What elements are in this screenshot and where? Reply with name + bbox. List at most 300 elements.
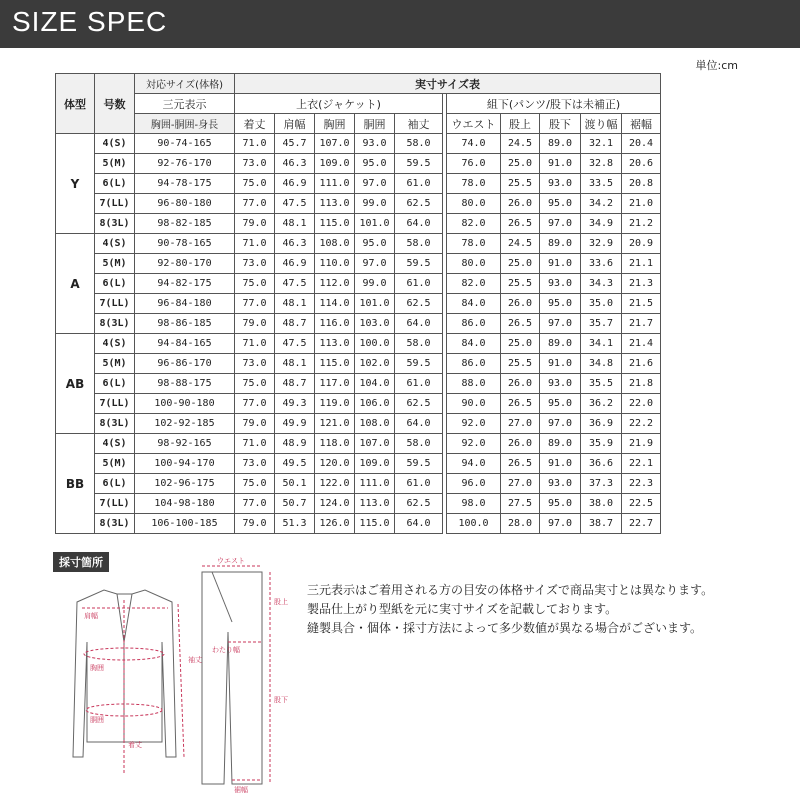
fit-cell: 90-78-165: [135, 234, 235, 254]
size-cell: 5(M): [95, 454, 135, 474]
pants-value-cell: 22.0: [622, 394, 661, 414]
fit-cell: 102-96-175: [135, 474, 235, 494]
pants-value-cell: 36.2: [581, 394, 622, 414]
body-type-cell: Y: [56, 134, 95, 234]
pants-value-cell: 37.3: [581, 474, 622, 494]
size-cell: 6(L): [95, 374, 135, 394]
table-row: [56, 514, 661, 534]
pants-value-cell: 92.0: [447, 414, 501, 434]
pants-col-header: 裾幅: [622, 114, 661, 134]
pants-value-cell: 86.0: [447, 314, 501, 334]
pants-value-cell: 22.7: [622, 514, 661, 534]
pants-rise-label: 股上: [274, 598, 288, 606]
fit-cell: 94-78-175: [135, 174, 235, 194]
jacket-value-cell: 124.0: [315, 494, 355, 514]
pants-value-cell: 93.0: [540, 274, 581, 294]
note-line-1: 三元表示はご着用される方の目安の体格サイズで商品実寸とは異なります。: [307, 583, 714, 597]
fit-cell: 104-98-180: [135, 494, 235, 514]
measure-section-label: 採寸箇所: [53, 552, 109, 572]
pants-col-header: 渡り幅: [581, 114, 622, 134]
jacket-value-cell: 108.0: [355, 414, 395, 434]
jacket-value-cell: 93.0: [355, 134, 395, 154]
pants-value-cell: 80.0: [447, 194, 501, 214]
pants-value-cell: 100.0: [447, 514, 501, 534]
jacket-value-cell: 58.0: [395, 134, 443, 154]
table-row: [56, 414, 661, 434]
jacket-value-cell: 59.5: [395, 354, 443, 374]
jacket-value-cell: 46.3: [275, 234, 315, 254]
notes: [307, 581, 713, 638]
jacket-value-cell: 50.7: [275, 494, 315, 514]
fit-cell: 98-86-185: [135, 314, 235, 334]
pants-value-cell: 38.0: [581, 494, 622, 514]
pants-value-cell: 27.0: [501, 414, 540, 434]
jacket-value-cell: 104.0: [355, 374, 395, 394]
jacket-value-cell: 61.0: [395, 174, 443, 194]
pants-value-cell: 36.9: [581, 414, 622, 434]
pants-value-cell: 26.5: [501, 454, 540, 474]
pants-value-cell: 34.3: [581, 274, 622, 294]
pants-value-cell: 34.1: [581, 334, 622, 354]
fit-cell: 96-80-180: [135, 194, 235, 214]
pants-value-cell: 21.2: [622, 214, 661, 234]
body-type-cell: AB: [56, 334, 95, 434]
jacket-value-cell: 117.0: [315, 374, 355, 394]
jacket-value-cell: 115.0: [355, 514, 395, 534]
pants-value-cell: 22.5: [622, 494, 661, 514]
size-spec-table: [55, 73, 661, 534]
pants-value-cell: 25.5: [501, 274, 540, 294]
jacket-value-cell: 103.0: [355, 314, 395, 334]
actual-size-header: 実寸サイズ表: [235, 74, 661, 94]
jacket-value-cell: 121.0: [315, 414, 355, 434]
pants-value-cell: 26.0: [501, 434, 540, 454]
pants-value-cell: 26.0: [501, 194, 540, 214]
jacket-value-cell: 48.9: [275, 434, 315, 454]
pants-value-cell: 89.0: [540, 134, 581, 154]
pants-value-cell: 84.0: [447, 294, 501, 314]
jacket-value-cell: 110.0: [315, 254, 355, 274]
size-cell: 8(3L): [95, 414, 135, 434]
pants-value-cell: 33.6: [581, 254, 622, 274]
table-row: [56, 434, 661, 454]
pants-value-cell: 36.6: [581, 454, 622, 474]
jacket-value-cell: 97.0: [355, 174, 395, 194]
pants-value-cell: 95.0: [540, 294, 581, 314]
pants-value-cell: 35.5: [581, 374, 622, 394]
jacket-value-cell: 115.0: [315, 214, 355, 234]
pants-thigh-label: わたり幅: [212, 646, 240, 654]
fit-formula-header: 胸囲-胴囲-身長: [135, 114, 235, 134]
jacket-value-cell: 101.0: [355, 294, 395, 314]
jacket-value-cell: 97.0: [355, 254, 395, 274]
pants-value-cell: 25.0: [501, 254, 540, 274]
jacket-value-cell: 77.0: [235, 294, 275, 314]
pants-value-cell: 92.0: [447, 434, 501, 454]
pants-value-cell: 89.0: [540, 334, 581, 354]
jacket-value-cell: 73.0: [235, 354, 275, 374]
fit-display-header: 三元表示: [135, 94, 235, 114]
jacket-value-cell: 113.0: [315, 334, 355, 354]
pants-col-header: ウエスト: [447, 114, 501, 134]
size-cell: 5(M): [95, 154, 135, 174]
pants-value-cell: 22.3: [622, 474, 661, 494]
jacket-value-cell: 47.5: [275, 334, 315, 354]
jacket-value-cell: 47.5: [275, 194, 315, 214]
jacket-value-cell: 113.0: [355, 494, 395, 514]
fit-size-header: 対応サイズ(体格): [135, 74, 235, 94]
jacket-value-cell: 48.1: [275, 214, 315, 234]
size-cell: 4(S): [95, 134, 135, 154]
jacket-value-cell: 59.5: [395, 254, 443, 274]
jacket-value-cell: 48.1: [275, 294, 315, 314]
jacket-col-header: 胴囲: [355, 114, 395, 134]
jacket-value-cell: 62.5: [395, 194, 443, 214]
pants-value-cell: 25.0: [501, 334, 540, 354]
pants-col-header: 股下: [540, 114, 581, 134]
pants-value-cell: 21.8: [622, 374, 661, 394]
pants-value-cell: 91.0: [540, 354, 581, 374]
pants-value-cell: 82.0: [447, 214, 501, 234]
jacket-value-cell: 111.0: [315, 174, 355, 194]
fit-cell: 102-92-185: [135, 414, 235, 434]
jacket-value-cell: 113.0: [315, 194, 355, 214]
jacket-value-cell: 112.0: [315, 274, 355, 294]
jacket-value-cell: 102.0: [355, 354, 395, 374]
jacket-value-cell: 48.7: [275, 314, 315, 334]
pants-value-cell: 89.0: [540, 434, 581, 454]
table-row: [56, 314, 661, 334]
pants-hem-label: 裾幅: [234, 786, 248, 794]
size-cell: 6(L): [95, 474, 135, 494]
jacket-value-cell: 75.0: [235, 474, 275, 494]
pants-value-cell: 97.0: [540, 414, 581, 434]
jacket-value-cell: 73.0: [235, 154, 275, 174]
size-cell: 5(M): [95, 254, 135, 274]
jacket-waist-label: 胴囲: [90, 716, 104, 724]
table-row: [56, 194, 661, 214]
fit-cell: 92-76-170: [135, 154, 235, 174]
jacket-value-cell: 45.7: [275, 134, 315, 154]
fit-cell: 106-100-185: [135, 514, 235, 534]
page-header: [0, 0, 800, 48]
pants-value-cell: 34.8: [581, 354, 622, 374]
pants-value-cell: 27.0: [501, 474, 540, 494]
jacket-header: 上衣(ジャケット): [235, 94, 443, 114]
header-row-1: [56, 74, 661, 94]
pants-value-cell: 91.0: [540, 154, 581, 174]
pants-waist-label: ウエスト: [217, 557, 245, 565]
jacket-chest-label: 胸囲: [90, 664, 104, 672]
pants-value-cell: 76.0: [447, 154, 501, 174]
jacket-value-cell: 46.3: [275, 154, 315, 174]
pants-value-cell: 93.0: [540, 374, 581, 394]
pants-value-cell: 25.5: [501, 174, 540, 194]
jacket-value-cell: 64.0: [395, 414, 443, 434]
pants-value-cell: 95.0: [540, 494, 581, 514]
pants-value-cell: 93.0: [540, 174, 581, 194]
pants-value-cell: 80.0: [447, 254, 501, 274]
page-title: SIZE SPEC: [12, 6, 168, 37]
jacket-value-cell: 62.5: [395, 394, 443, 414]
jacket-value-cell: 73.0: [235, 454, 275, 474]
jacket-value-cell: 46.9: [275, 254, 315, 274]
measurement-illustration: [52, 552, 297, 797]
jacket-value-cell: 46.9: [275, 174, 315, 194]
jacket-value-cell: 101.0: [355, 214, 395, 234]
jacket-value-cell: 47.5: [275, 274, 315, 294]
jacket-value-cell: 77.0: [235, 494, 275, 514]
jacket-value-cell: 49.9: [275, 414, 315, 434]
table-row: [56, 174, 661, 194]
pants-value-cell: 21.7: [622, 314, 661, 334]
pants-value-cell: 78.0: [447, 234, 501, 254]
jacket-value-cell: 100.0: [355, 334, 395, 354]
fit-cell: 94-84-165: [135, 334, 235, 354]
body-type-header: 体型: [56, 74, 95, 134]
table-row: [56, 494, 661, 514]
pants-value-cell: 20.8: [622, 174, 661, 194]
pants-value-cell: 26.5: [501, 394, 540, 414]
jacket-value-cell: 61.0: [395, 274, 443, 294]
pants-value-cell: 82.0: [447, 274, 501, 294]
jacket-value-cell: 79.0: [235, 214, 275, 234]
fit-cell: 98-92-165: [135, 434, 235, 454]
fit-cell: 92-80-170: [135, 254, 235, 274]
pants-value-cell: 33.5: [581, 174, 622, 194]
jacket-length-label: 着丈: [128, 741, 142, 749]
jacket-value-cell: 71.0: [235, 434, 275, 454]
jacket-value-cell: 75.0: [235, 174, 275, 194]
pants-value-cell: 86.0: [447, 354, 501, 374]
jacket-shoulder-label: 肩幅: [84, 612, 98, 620]
jacket-value-cell: 58.0: [395, 434, 443, 454]
pants-value-cell: 28.0: [501, 514, 540, 534]
jacket-value-cell: 73.0: [235, 254, 275, 274]
pants-value-cell: 22.2: [622, 414, 661, 434]
pants-value-cell: 97.0: [540, 314, 581, 334]
table-row: [56, 274, 661, 294]
jacket-value-cell: 64.0: [395, 214, 443, 234]
pants-value-cell: 26.0: [501, 374, 540, 394]
jacket-value-cell: 62.5: [395, 494, 443, 514]
jacket-value-cell: 99.0: [355, 274, 395, 294]
fit-cell: 98-82-185: [135, 214, 235, 234]
table-row: [56, 354, 661, 374]
pants-value-cell: 97.0: [540, 514, 581, 534]
pants-value-cell: 35.0: [581, 294, 622, 314]
pants-inseam-label: 股下: [274, 696, 288, 704]
pants-drawing: [202, 572, 262, 784]
jacket-col-header: 胸囲: [315, 114, 355, 134]
pants-value-cell: 21.6: [622, 354, 661, 374]
pants-value-cell: 32.9: [581, 234, 622, 254]
jacket-value-cell: 118.0: [315, 434, 355, 454]
jacket-col-header: 着丈: [235, 114, 275, 134]
jacket-value-cell: 48.7: [275, 374, 315, 394]
fit-cell: 98-88-175: [135, 374, 235, 394]
pants-value-cell: 21.3: [622, 274, 661, 294]
jacket-value-cell: 79.0: [235, 314, 275, 334]
table-row: [56, 454, 661, 474]
jacket-value-cell: 95.0: [355, 154, 395, 174]
pants-value-cell: 88.0: [447, 374, 501, 394]
pants-value-cell: 26.0: [501, 294, 540, 314]
table-row: [56, 214, 661, 234]
jacket-value-cell: 126.0: [315, 514, 355, 534]
pants-value-cell: 26.5: [501, 214, 540, 234]
size-cell: 4(S): [95, 434, 135, 454]
table-row: [56, 394, 661, 414]
pants-value-cell: 21.5: [622, 294, 661, 314]
header-row-2: [56, 94, 661, 114]
size-cell: 8(3L): [95, 514, 135, 534]
pants-value-cell: 21.4: [622, 334, 661, 354]
jacket-value-cell: 79.0: [235, 514, 275, 534]
pants-value-cell: 21.0: [622, 194, 661, 214]
fit-cell: 100-94-170: [135, 454, 235, 474]
pants-value-cell: 98.0: [447, 494, 501, 514]
jacket-value-cell: 107.0: [315, 134, 355, 154]
jacket-value-cell: 71.0: [235, 234, 275, 254]
note-line-3: 縫製具合・個体・採寸方法によって多少数値が異なる場合がございます。: [307, 621, 703, 635]
jacket-value-cell: 119.0: [315, 394, 355, 414]
jacket-value-cell: 75.0: [235, 274, 275, 294]
jacket-value-cell: 75.0: [235, 374, 275, 394]
pants-value-cell: 32.1: [581, 134, 622, 154]
pants-value-cell: 95.0: [540, 194, 581, 214]
jacket-value-cell: 120.0: [315, 454, 355, 474]
pants-value-cell: 74.0: [447, 134, 501, 154]
size-cell: 6(L): [95, 174, 135, 194]
jacket-value-cell: 51.3: [275, 514, 315, 534]
size-no-header: 号数: [95, 74, 135, 134]
body-type-cell: A: [56, 234, 95, 334]
jacket-value-cell: 108.0: [315, 234, 355, 254]
jacket-value-cell: 61.0: [395, 474, 443, 494]
pants-value-cell: 25.0: [501, 154, 540, 174]
size-cell: 6(L): [95, 274, 135, 294]
pants-value-cell: 91.0: [540, 454, 581, 474]
jacket-value-cell: 64.0: [395, 514, 443, 534]
unit-label: 単位:cm: [695, 59, 738, 72]
pants-value-cell: 78.0: [447, 174, 501, 194]
pants-value-cell: 32.8: [581, 154, 622, 174]
size-cell: 7(LL): [95, 194, 135, 214]
table-row: [56, 334, 661, 354]
table-row: [56, 294, 661, 314]
jacket-value-cell: 109.0: [315, 154, 355, 174]
pants-value-cell: 97.0: [540, 214, 581, 234]
pants-value-cell: 90.0: [447, 394, 501, 414]
jacket-value-cell: 79.0: [235, 414, 275, 434]
jacket-value-cell: 62.5: [395, 294, 443, 314]
jacket-value-cell: 71.0: [235, 134, 275, 154]
pants-value-cell: 89.0: [540, 234, 581, 254]
pants-value-cell: 38.7: [581, 514, 622, 534]
pants-value-cell: 24.5: [501, 134, 540, 154]
pants-value-cell: 21.1: [622, 254, 661, 274]
jacket-col-header: 袖丈: [395, 114, 443, 134]
jacket-value-cell: 59.5: [395, 454, 443, 474]
fit-cell: 96-86-170: [135, 354, 235, 374]
table-row: [56, 154, 661, 174]
pants-value-cell: 84.0: [447, 334, 501, 354]
pants-value-cell: 25.5: [501, 354, 540, 374]
size-cell: 8(3L): [95, 314, 135, 334]
jacket-value-cell: 77.0: [235, 194, 275, 214]
header-row-3: [56, 114, 661, 134]
jacket-value-cell: 64.0: [395, 314, 443, 334]
jacket-sleeve-label: 袖丈: [188, 656, 202, 664]
jacket-value-cell: 122.0: [315, 474, 355, 494]
jacket-value-cell: 58.0: [395, 234, 443, 254]
fit-cell: 100-90-180: [135, 394, 235, 414]
pants-value-cell: 91.0: [540, 254, 581, 274]
pants-value-cell: 20.4: [622, 134, 661, 154]
pants-value-cell: 34.9: [581, 214, 622, 234]
jacket-value-cell: 115.0: [315, 354, 355, 374]
sleeve-measure-line: [178, 604, 184, 757]
jacket-value-cell: 77.0: [235, 394, 275, 414]
table-row: [56, 474, 661, 494]
jacket-value-cell: 58.0: [395, 334, 443, 354]
jacket-value-cell: 71.0: [235, 334, 275, 354]
pants-value-cell: 35.7: [581, 314, 622, 334]
jacket-col-header: 肩幅: [275, 114, 315, 134]
fit-cell: 94-82-175: [135, 274, 235, 294]
size-cell: 4(S): [95, 234, 135, 254]
jacket-value-cell: 109.0: [355, 454, 395, 474]
pants-value-cell: 96.0: [447, 474, 501, 494]
jacket-value-cell: 59.5: [395, 154, 443, 174]
pants-value-cell: 27.5: [501, 494, 540, 514]
jacket-value-cell: 107.0: [355, 434, 395, 454]
fit-cell: 90-74-165: [135, 134, 235, 154]
jacket-value-cell: 49.3: [275, 394, 315, 414]
jacket-value-cell: 50.1: [275, 474, 315, 494]
jacket-value-cell: 114.0: [315, 294, 355, 314]
pants-value-cell: 22.1: [622, 454, 661, 474]
pants-value-cell: 24.5: [501, 234, 540, 254]
size-cell: 8(3L): [95, 214, 135, 234]
pants-col-header: 股上: [501, 114, 540, 134]
table-row: [56, 134, 661, 154]
pants-value-cell: 35.9: [581, 434, 622, 454]
pants-value-cell: 95.0: [540, 394, 581, 414]
table-row: [56, 374, 661, 394]
table-row: [56, 254, 661, 274]
jacket-value-cell: 106.0: [355, 394, 395, 414]
pants-header: 組下(パンツ/股下は未補正): [447, 94, 661, 114]
pants-value-cell: 94.0: [447, 454, 501, 474]
pants-value-cell: 21.9: [622, 434, 661, 454]
jacket-value-cell: 48.1: [275, 354, 315, 374]
size-cell: 7(LL): [95, 294, 135, 314]
jacket-value-cell: 95.0: [355, 234, 395, 254]
pants-value-cell: 20.6: [622, 154, 661, 174]
size-cell: 4(S): [95, 334, 135, 354]
pants-value-cell: 20.9: [622, 234, 661, 254]
table-row: [56, 234, 661, 254]
fit-cell: 96-84-180: [135, 294, 235, 314]
body-type-cell: BB: [56, 434, 95, 534]
jacket-value-cell: 61.0: [395, 374, 443, 394]
size-cell: 5(M): [95, 354, 135, 374]
jacket-value-cell: 116.0: [315, 314, 355, 334]
jacket-value-cell: 99.0: [355, 194, 395, 214]
pants-value-cell: 34.2: [581, 194, 622, 214]
